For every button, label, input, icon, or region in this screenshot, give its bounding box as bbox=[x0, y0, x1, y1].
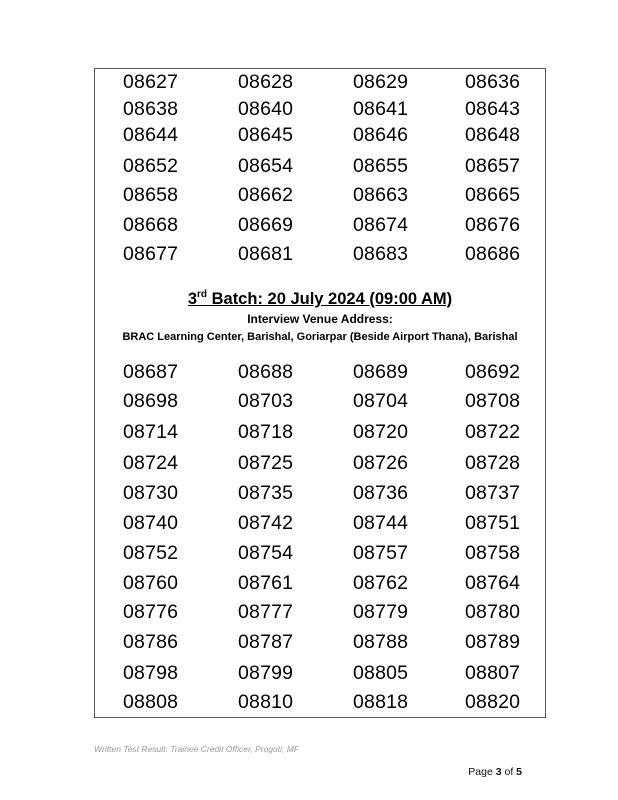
roll-number: 08742 bbox=[238, 512, 294, 534]
roll-number: 08641 bbox=[353, 98, 409, 120]
page-current: 3 bbox=[495, 766, 502, 778]
roll-number: 08668 bbox=[123, 214, 179, 236]
roll-number: 08643 bbox=[465, 98, 521, 120]
batch2-row bbox=[95, 212, 545, 238]
batch3-row bbox=[95, 510, 545, 536]
roll-number: 08674 bbox=[353, 214, 409, 236]
batch2-row bbox=[95, 153, 545, 179]
roll-number: 08654 bbox=[238, 155, 294, 177]
roll-number: 08687 bbox=[123, 361, 179, 383]
roll-number: 08629 bbox=[353, 71, 409, 93]
batch3-row bbox=[95, 419, 545, 445]
roll-number: 08708 bbox=[465, 390, 521, 412]
roll-number: 08744 bbox=[353, 512, 409, 534]
roll-number: 08808 bbox=[123, 691, 179, 713]
batch3-row bbox=[95, 629, 545, 655]
roll-number: 08777 bbox=[238, 601, 294, 623]
roll-number: 08725 bbox=[238, 452, 294, 474]
roll-number: 08655 bbox=[353, 155, 409, 177]
roll-number: 08751 bbox=[465, 512, 521, 534]
roll-number: 08689 bbox=[353, 361, 409, 383]
batch2-row bbox=[95, 69, 545, 95]
roll-number: 08648 bbox=[465, 124, 521, 146]
roll-number: 08807 bbox=[465, 662, 521, 684]
roll-number: 08645 bbox=[238, 124, 294, 146]
batch3-row bbox=[95, 660, 545, 686]
roll-number: 08779 bbox=[353, 601, 409, 623]
roll-number: 08663 bbox=[353, 184, 409, 206]
batch3-row bbox=[95, 388, 545, 414]
batch3-row bbox=[95, 689, 545, 715]
roll-number: 08799 bbox=[238, 662, 294, 684]
roll-number: 08728 bbox=[465, 452, 521, 474]
roll-number: 08638 bbox=[123, 98, 179, 120]
roll-number: 08692 bbox=[465, 361, 521, 383]
roll-number: 08736 bbox=[353, 482, 409, 504]
roll-number: 08698 bbox=[123, 390, 179, 412]
footer-document-title: Written Test Result: Trainee Credit Officer, Progoti; MF bbox=[94, 744, 300, 754]
roll-number: 08818 bbox=[353, 691, 409, 713]
roll-number: 08676 bbox=[465, 214, 521, 236]
roll-number: 08628 bbox=[238, 71, 294, 93]
batch3-row bbox=[95, 450, 545, 476]
roll-number: 08758 bbox=[465, 542, 521, 564]
roll-number: 08704 bbox=[353, 390, 409, 412]
roll-number: 08735 bbox=[238, 482, 294, 504]
roll-number: 08720 bbox=[353, 421, 409, 443]
roll-number: 08636 bbox=[465, 71, 521, 93]
roll-number: 08776 bbox=[123, 601, 179, 623]
batch2-row bbox=[95, 241, 545, 267]
batch2-row bbox=[95, 96, 545, 122]
roll-number: 08644 bbox=[123, 124, 179, 146]
roll-number: 08762 bbox=[353, 572, 409, 594]
batch3-row bbox=[95, 570, 545, 596]
roll-number: 08688 bbox=[238, 361, 294, 383]
batch-ordinal: 3 bbox=[187, 290, 198, 308]
roll-number: 08722 bbox=[465, 421, 521, 443]
roll-number: 08805 bbox=[353, 662, 409, 684]
batch3-row bbox=[95, 359, 545, 385]
roll-number: 08798 bbox=[123, 662, 179, 684]
roll-number: 08789 bbox=[465, 631, 521, 653]
roll-number: 08718 bbox=[238, 421, 294, 443]
roll-number: 08761 bbox=[238, 572, 294, 594]
roll-number: 08726 bbox=[353, 452, 409, 474]
batch3-row bbox=[95, 540, 545, 566]
roll-number: 08740 bbox=[123, 512, 179, 534]
roll-number: 08652 bbox=[123, 155, 179, 177]
venue-label: Interview Venue Address: bbox=[247, 312, 393, 326]
batch3-row bbox=[95, 480, 545, 506]
batch-ordinal-suffix: rd bbox=[197, 289, 208, 300]
result-table-frame bbox=[94, 68, 546, 718]
roll-number: 08683 bbox=[353, 243, 409, 265]
batch2-row bbox=[95, 122, 545, 148]
batch-heading bbox=[95, 288, 545, 310]
venue-address: BRAC Learning Center, Barishal, Goriarpar (Beside Airport Thana), Barishal bbox=[122, 331, 518, 343]
roll-number: 08760 bbox=[123, 572, 179, 594]
page-prefix: Page bbox=[468, 766, 496, 778]
roll-number: 08754 bbox=[238, 542, 294, 564]
batch2-row bbox=[95, 182, 545, 208]
roll-number: 08788 bbox=[353, 631, 409, 653]
roll-number: 08757 bbox=[353, 542, 409, 564]
page-total: 5 bbox=[516, 766, 522, 778]
roll-number: 08640 bbox=[238, 98, 294, 120]
roll-number: 08646 bbox=[353, 124, 409, 146]
roll-number: 08780 bbox=[465, 601, 521, 623]
roll-number: 08681 bbox=[238, 243, 294, 265]
roll-number: 08786 bbox=[123, 631, 179, 653]
roll-number: 08658 bbox=[123, 184, 179, 206]
roll-number: 08686 bbox=[465, 243, 521, 265]
roll-number: 08724 bbox=[123, 452, 179, 474]
roll-number: 08662 bbox=[238, 184, 294, 206]
roll-number: 08669 bbox=[238, 214, 294, 236]
batch3-row bbox=[95, 599, 545, 625]
roll-number: 08665 bbox=[465, 184, 521, 206]
roll-number: 08787 bbox=[238, 631, 294, 653]
roll-number: 08714 bbox=[123, 421, 179, 443]
roll-number: 08764 bbox=[465, 572, 521, 594]
roll-number: 08657 bbox=[465, 155, 521, 177]
page-number bbox=[468, 766, 522, 778]
roll-number: 08703 bbox=[238, 390, 294, 412]
roll-number: 08820 bbox=[465, 691, 521, 713]
roll-number: 08810 bbox=[238, 691, 294, 713]
roll-number: 08737 bbox=[465, 482, 521, 504]
roll-number: 08752 bbox=[123, 542, 179, 564]
roll-number: 08627 bbox=[123, 71, 179, 93]
batch-date-time: Batch: 20 July 2024 (09:00 AM) bbox=[207, 290, 453, 308]
roll-number: 08677 bbox=[123, 243, 179, 265]
page-of: of bbox=[501, 766, 517, 778]
roll-number: 08730 bbox=[123, 482, 179, 504]
